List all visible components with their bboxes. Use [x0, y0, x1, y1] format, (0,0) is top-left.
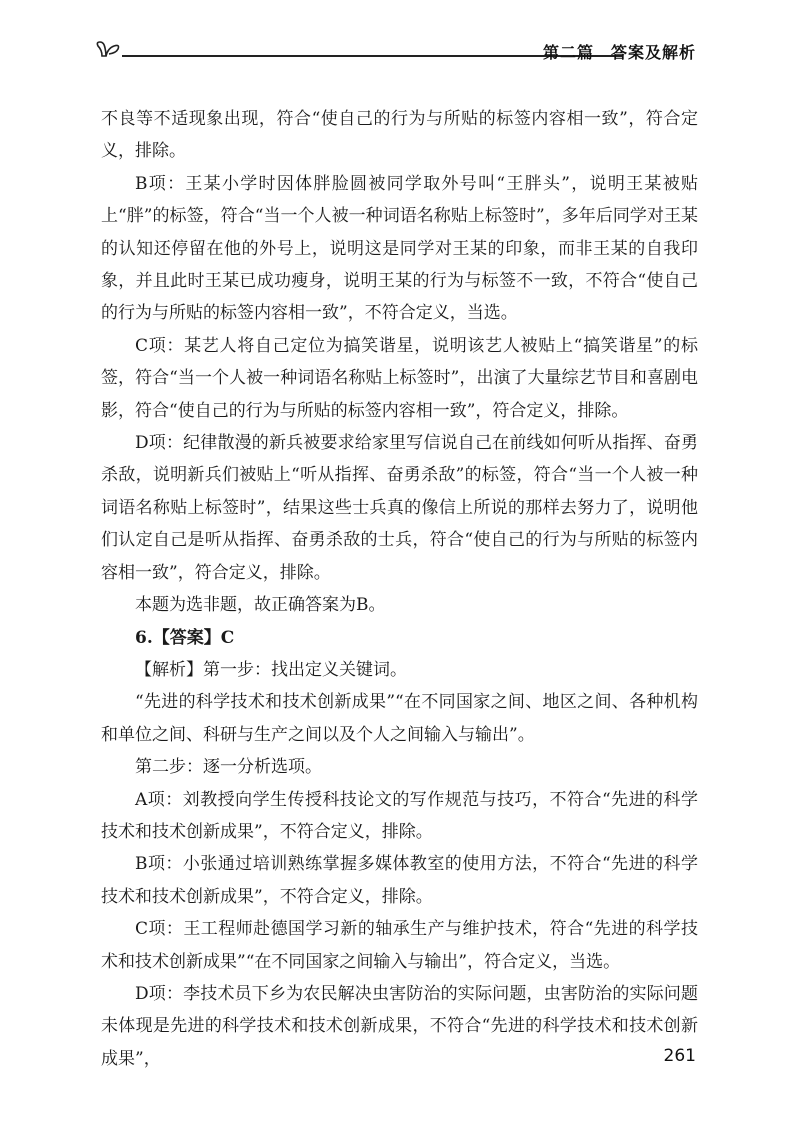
- running-header: [96, 36, 700, 66]
- paragraph: 6.【答案】C: [135, 627, 235, 648]
- paragraph: 不良等不适现象出现，符合“使自己的行为与所贴的标签内容相一致”，符合定义，排除。: [101, 109, 698, 162]
- paragraph: D项：纪律散漫的新兵被要求给家里写信说自己在前线如何听从指挥、奋勇杀敌，说明新兵们被贴上“听从指挥、奋勇杀敌”的标签，符合“当一个人被一种词语名称贴上标签时”，结果这些士兵真的像信上所说的那样去努力了，说明他们认定自己是听从指挥、奋勇杀敌的士兵，符合“使自己的行为与所贴的标签内容相一致”，符合定义，排除。: [101, 433, 698, 583]
- paragraph: 【解析】第一步：找出定义关键词。: [135, 659, 407, 680]
- paragraph: C项：王工程师赴德国学习新的轴承生产与维护技术，符合“先进的科学技术和技术创新成果”“在不同国家之间输入与输出”，符合定义，当选。: [101, 919, 698, 972]
- answer-text-body: [101, 103, 698, 1075]
- paragraph: C项：某艺人将自己定位为搞笑谐星，说明该艺人被贴上“搞笑谐星”的标签，符合“当一个人被一种词语名称贴上标签时”，出演了大量综艺节目和喜剧电影，符合“使自己的行为与所贴的标签内容相一致”，符合定义，排除。: [101, 335, 698, 421]
- paragraph: D项：李技术员下乡为农民解决虫害防治的实际问题，虫害防治的实际问题未体现是先进的科学技术和技术创新成果，不符合“先进的科学技术和技术创新成果”，: [101, 983, 698, 1069]
- paragraph: B项：小张通过培训熟练掌握多媒体教室的使用方法，不符合“先进的科学技术和技术创新成果”，不符合定义，排除。: [101, 854, 698, 907]
- paragraph: 第二步：逐一分析选项。: [135, 757, 322, 778]
- paragraph: A项：刘教授向学生传授科技论文的写作规范与技巧，不符合“先进的科学技术和技术创新成果”，不符合定义，排除。: [101, 789, 698, 842]
- paragraph: 本题为选非题，故正确答案为B。: [135, 595, 386, 616]
- paragraph: “先进的科学技术和技术创新成果”“在不同国家之间、地区之间、各种机构和单位之间、科研与生产之间以及个人之间输入与输出”。: [101, 692, 698, 745]
- page-number: 261: [663, 1046, 696, 1066]
- sprout-icon: [96, 36, 124, 64]
- section-title: 第二篇 答案及解析: [542, 43, 696, 62]
- paragraph: B项：王某小学时因体胖脸圆被同学取外号叫“王胖头”，说明王某被贴上“胖”的标签，符合“当一个人被一种词语名称贴上标签时”，多年后同学对王某的认知还停留在他的外号上，说明这是同学对王某的印象，而非王某的自我印象，并且此时王某已成功瘦身，说明王某的行为与标签不一致，不符合“使自己的行为与所贴的标签内容相一致”，不符合定义，当选。: [101, 173, 698, 324]
